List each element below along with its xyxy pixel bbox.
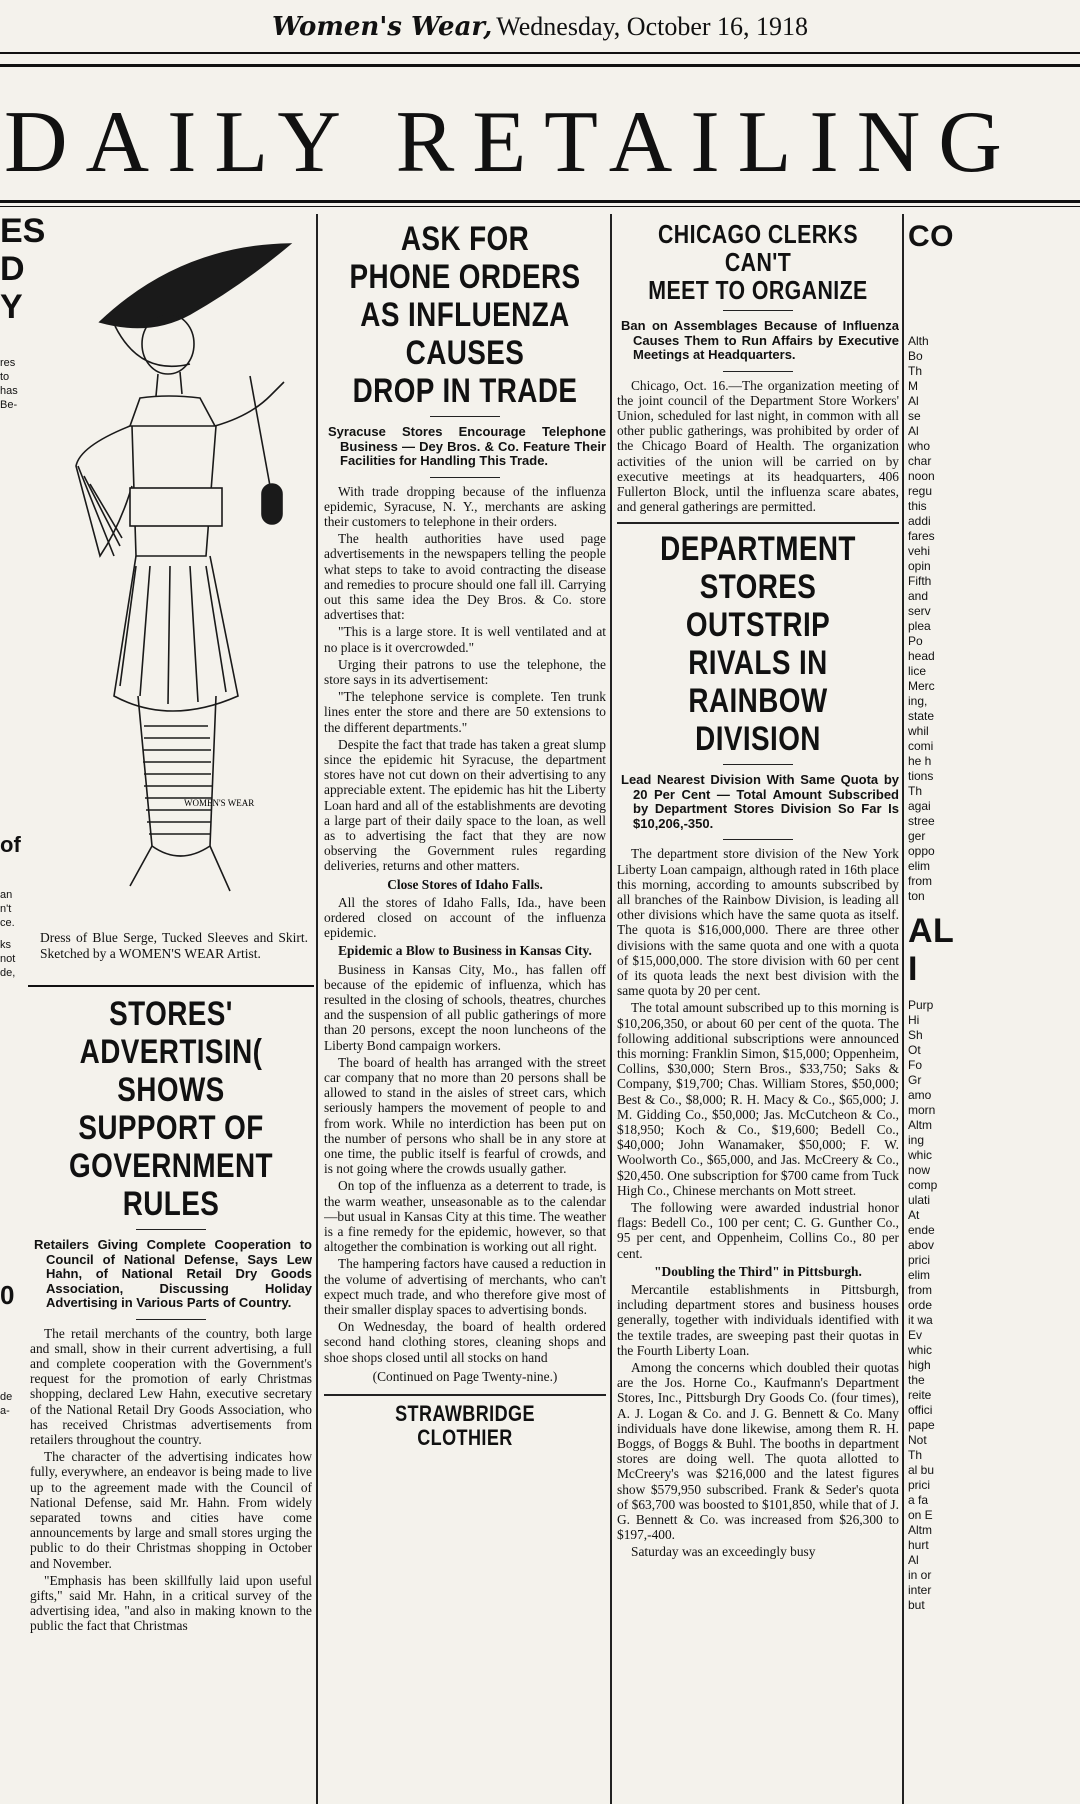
- edge-fragment: comp: [908, 1178, 938, 1192]
- paragraph: On Wednesday, the board of health ordered second hand clothing stores, cleaning shops and shoe shops closed until all stocks on hand: [324, 1319, 606, 1365]
- edge-fragment: an: [0, 889, 13, 901]
- edge-fragment: Al: [908, 1553, 919, 1567]
- headline-line: RAINBOW DIVISION: [688, 682, 828, 759]
- edge-fragment: Not: [908, 1433, 927, 1447]
- edge-fragment: ks: [0, 939, 11, 951]
- edge-fragment: amo: [908, 1088, 932, 1102]
- paragraph: With trade dropping because of the influenza epidemic, Syracuse, N. Y., merchants are asking their customers to telephone in their orders.: [324, 483, 606, 529]
- next-headline-fragment: STRAWBRIDGE CLOTHIER: [395, 1401, 535, 1451]
- headline-line: DROP IN TRADE: [352, 372, 578, 410]
- paragraph: Chicago, Oct. 16.—The organization meeting of the joint council of the Department Store Workers' Union, scheduled for last night, in common with all other public gatherings, was prohibited by order of the Chicago Board of Health. The organization activities of the union will be carried on by executive meetings at its headquarters, 406 Fullerton Block, until the influenza scare abates, and general gatherings are permitted.: [617, 377, 899, 515]
- edge-fragment: of: [0, 832, 21, 857]
- edge-fragment: Po: [908, 634, 923, 648]
- edge-fragment: Purp: [908, 998, 934, 1012]
- paragraph: All the stores of Idaho Falls, Ida., have been ordered closed on account of the influenza epidemic.: [324, 894, 606, 941]
- edge-fragment: Th: [908, 364, 923, 378]
- edge-fragment: Th: [908, 1448, 923, 1462]
- edge-fragment: morn: [908, 1103, 936, 1117]
- headline: [349, 220, 580, 410]
- headline: [55, 995, 286, 1223]
- edge-fragment: elim: [908, 859, 931, 873]
- edge-fragment: Al: [908, 394, 919, 408]
- edge-fragment: orde: [908, 1298, 933, 1312]
- edge-fragment: de: [0, 1391, 13, 1403]
- banner-rule-2: [0, 206, 1080, 207]
- paragraph: Urging their patrons to use the telephone, the store says in its advertisement:: [324, 656, 606, 687]
- left-edge-column: [0, 212, 46, 1418]
- short-rule: [723, 310, 793, 311]
- deck-chicago: Ban on Assemblages Because of Influenza Causes Them to Run Affairs by Executive Meetings at Headquarters.: [621, 318, 899, 362]
- edge-fragment: vehi: [908, 544, 931, 558]
- dress-sketch-illustration: [40, 226, 310, 916]
- edge-fragment: pape: [908, 1418, 935, 1432]
- edge-fragment: res: [0, 357, 16, 369]
- edge-fragment: noon: [908, 469, 935, 483]
- edge-fragment: Gr: [908, 1073, 922, 1087]
- headline-line: MEET TO ORGANIZE: [648, 275, 868, 305]
- edge-fragment: Be-: [0, 399, 18, 411]
- article-phone-orders: [324, 220, 606, 1804]
- edge-fragment: n't: [0, 903, 12, 915]
- edge-fragment: stree: [908, 814, 935, 828]
- edge-fragment: ulati: [908, 1193, 931, 1207]
- edge-fragment: whic: [908, 1343, 933, 1357]
- edge-fragment: Altm: [908, 1523, 932, 1537]
- headline-line: STORES' ADVERTISIN(: [79, 995, 263, 1071]
- edge-fragment: prici: [908, 1253, 931, 1267]
- deck: Syracuse Stores Encourage Telephone Business — Dey Bros. & Co. Feature Their Facilities for Handling This Trade.: [328, 424, 606, 468]
- headline-line: SHOWS SUPPORT OF: [78, 1071, 264, 1147]
- edge-fragment: state: [908, 709, 935, 723]
- edge-fragment: D: [0, 250, 25, 288]
- paragraph: The total amount subscribed up to this morning is $10,206,350, or about 60 per cent of the quota. The following additional subscriptions were announced this morning: Franklin Simon, $15,000; Oppenheim, Collins, $30,000; Stern Bros., $33,750; Saks & Company, $19,700; Chas. William Stores, $50,000; Best & Co., $8,000; R. H. Macy & Co., $65,000; J. M. Gidding Co., $50,000; Jas. McCutcheon & Co., $18,950; Koch & Co., $19,600; Bedell Co., $40,000; John Wanamaker, $50,000; F. W. Woolworth Co., $65,000, and Jas. McCreery & Co., $20,450. One subscription for $700 came from Tuck High Co., Chinese merchants on Mott street.: [617, 1000, 899, 1198]
- paragraph: "This is a large store. It is well ventilated and at no place is it overcrowded.": [324, 624, 606, 655]
- headline-line: GOVERNMENT RULES: [69, 1147, 273, 1223]
- headline-chicago: [642, 220, 873, 304]
- edge-headline: I: [908, 950, 918, 988]
- edge-fragment: head: [908, 649, 935, 663]
- masthead-title: Women's Wear,: [271, 12, 493, 42]
- short-rule: [136, 1319, 206, 1320]
- edge-fragment: Y: [0, 288, 23, 326]
- paragraph: Business in Kansas City, Mo., has fallen off because of the epidemic of influenza, which has resulted in the closing of schools, theatres, churches and the suspension of all public gatherings of more than 20 persons, except the noon luncheons of the Liberty Bond campaign workers.: [324, 961, 606, 1053]
- caption-rule: [28, 985, 314, 987]
- paragraph: The health authorities have used page advertisements in the newspapers telling the people what steps to take to avoid contracting the disease and remedies to procure should one fall ill. Carrying out this same idea the Dey Bros. & Co. store advertises that:: [324, 531, 606, 623]
- masthead-rule: [0, 52, 1080, 54]
- masthead-rule-2: [0, 64, 1080, 67]
- edge-fragment: now: [908, 1163, 931, 1177]
- edge-fragment: from: [908, 874, 932, 888]
- edge-fragment: who: [908, 439, 931, 453]
- column-divider: [316, 214, 318, 1804]
- edge-fragment: in or: [908, 1568, 932, 1582]
- edge-fragment: Altm: [908, 1118, 932, 1132]
- continued-note: (Continued on Page Twenty-nine.): [372, 1368, 558, 1384]
- edge-fragment: reite: [908, 1388, 932, 1402]
- paragraph: The following were awarded industrial honor flags: Bedell Co., 100 per cent; C. G. Gunther Co., 95 per cent, and Oppenheim, Collins Co., 80 per cent.: [617, 1200, 899, 1261]
- edge-fragment: whil: [908, 724, 929, 738]
- short-rule: [723, 371, 793, 372]
- paragraph: On top of the influenza as a deterrent to trade, is the warm weather, unseasonable as to the calendar—but usual in Kansas City at this time. The weather is a fine remedy for the epidemic, however, so that altogether the combination is working out all right.: [324, 1178, 606, 1255]
- edge-fragment: al bu: [908, 1463, 935, 1477]
- edge-fragment: offici: [908, 1403, 933, 1417]
- edge-fragment: Al: [908, 424, 919, 438]
- short-rule: [723, 839, 793, 840]
- edge-fragment: ce.: [0, 917, 15, 929]
- paragraph: Despite the fact that trade has taken a great slump since the epidemic hit Syracuse, the department stores have not cut down on their advertising to any appreciable extent. The epidemic has hit the Liberty Loan hard and all of the establishments are devoting a large part of their daily space to the loan, as well as to advertising the fact that they are now observing the Government rules regarding deliveries, returns and other matters.: [324, 736, 606, 874]
- edge-fragment: Th: [908, 784, 923, 798]
- headline-line: OUTSTRIP RIVALS IN: [685, 606, 831, 683]
- masthead-date: Wednesday, October 16, 1918: [496, 12, 809, 41]
- edge-fragment: has: [0, 385, 18, 397]
- article-rule: [324, 1394, 606, 1396]
- paragraph: "Emphasis has been skillfully laid upon useful gifts," said Mr. Hahn, in a critical survey of the advertising idea, "and also in making known to the public the fact that Christmas: [30, 1572, 312, 1634]
- edge-fragment: Hi: [908, 1013, 920, 1027]
- edge-fragment: ES: [0, 212, 46, 250]
- short-rule: [136, 1229, 206, 1230]
- edge-fragment: he h: [908, 754, 932, 768]
- right-edge-column: [908, 220, 1080, 1613]
- deck: Retailers Giving Complete Cooperation to Council of National Defense, Says Lew Hahn, of National Retail Dry Goods Association, Discussing Holiday Advertising in Various Parts of Country.: [34, 1237, 312, 1310]
- edge-fragment: abov: [908, 1238, 935, 1252]
- edge-fragments: [908, 334, 1080, 904]
- edge-fragment: ton: [908, 889, 925, 903]
- paragraph: Among the concerns which doubled their quotas are the Jos. Horne Co., Kaufmann's Department Stores, Inc., Pittsburgh Dry Goods Co. (four times), A. J. Logan & Co. and J. G. Bennett & Co. Many individuals have done likewise, among them R. H. Boggs, of Boggs & Buhl. The booths in department stores are doing well. The quota allotted to McCreery's was $216,000 and the latest figures show $579,950 subscribed. Frank & Seder's quota of $63,700 was boosted to $101,850, while that of J. G. Bennett & Co. was increased from $26,300 to $197,-400.: [617, 1360, 899, 1543]
- edge-fragment: ger: [908, 829, 926, 843]
- edge-fragment: Fifth: [908, 574, 932, 588]
- subhead-pittsburgh: "Doubling the Third" in Pittsburgh.: [654, 1263, 862, 1279]
- paragraph: The retail merchants of the country, both large and small, show in their current advertising, a full and complete cooperation with the Government's request for the promotion of early Christmas shopping, declared Lew Hahn, executive secretary of the National Retail Dry Goods Association, who has received Christmas advertisements from retailers throughout the country.: [30, 1325, 312, 1447]
- edge-fragment: ende: [908, 1223, 935, 1237]
- article-rule: [617, 522, 899, 524]
- edge-fragment: lice: [908, 664, 927, 678]
- edge-fragment: Fo: [908, 1058, 923, 1072]
- edge-fragment: not: [0, 953, 16, 965]
- subhead-idaho: Close Stores of Idaho Falls.: [387, 876, 543, 892]
- edge-fragment: Alth: [908, 334, 929, 348]
- headline-line: CHICAGO CLERKS CAN'T: [657, 220, 859, 277]
- edge-fragment: plea: [908, 619, 931, 633]
- headline-line: AS INFLUENZA CAUSES: [360, 296, 570, 372]
- short-rule: [430, 416, 500, 417]
- edge-fragment: Sh: [908, 1028, 923, 1042]
- edge-fragment: whic: [908, 1148, 933, 1162]
- paragraph: Mercantile establishments in Pittsburgh, including department stores and business houses generally, together with individuals identified with the textile trades, are sweeping past their quotas in the Fourth Liberty Loan.: [617, 1282, 899, 1358]
- edge-fragment: opin: [908, 559, 931, 573]
- edge-fragment: it wa: [908, 1313, 933, 1327]
- column-divider: [610, 214, 612, 1804]
- edge-fragment: Ev: [908, 1328, 923, 1342]
- edge-fragment: prici: [908, 1478, 931, 1492]
- edge-fragment: tions: [908, 769, 934, 783]
- banner-rule: [0, 200, 1080, 203]
- edge-fragment: high: [908, 1358, 931, 1372]
- edge-fragment: agai: [908, 799, 931, 813]
- edge-fragment: oppo: [908, 844, 935, 858]
- edge-fragment: from: [908, 1283, 932, 1297]
- edge-fragment: se: [908, 409, 921, 423]
- deck-rainbow: Lead Nearest Division With Same Quota by 20 Per Cent — Total Amount Subscribed by Department Stores Division So Far Is $10,206,-350.: [621, 772, 899, 831]
- paragraph: "The telephone service is complete. Ten trunk lines enter the store and there are 50 extensions to the different departments.": [324, 689, 606, 735]
- column-divider: [902, 214, 904, 1804]
- edge-fragment: but: [908, 1598, 925, 1612]
- edge-fragment: a fa: [908, 1493, 929, 1507]
- headline-rainbow: [642, 530, 873, 758]
- paragraph: The department store division of the New York Liberty Loan campaign, although rated in 16th place this morning, according to amounts subscribed by all branches of the Rainbow Division, is leading all other divisions which have the same quota as itself. The quota is $16,000,000. There are three other divisions with the same quota and one with a quota of $15,000,000. The store division with 60 per cent of its quota leads the next best division with the same quota by 20 per cent.: [617, 846, 899, 999]
- paragraph: The character of the advertising indicates how fully, everywhere, an endeavor is being made to live up to the agreement made with the Council of National Defense, said Mr. Hahn. From widely separated towns and cities have come announcements by large and small stores urging the public to do their Christmas shopping in October and November.: [30, 1449, 312, 1571]
- edge-fragment: a-: [0, 1405, 10, 1417]
- edge-fragment: inter: [908, 1583, 932, 1597]
- masthead: [0, 0, 1080, 54]
- headline-line: DEPARTMENT STORES: [660, 530, 856, 607]
- paragraph: The board of health has arranged with the street car company that no more than 20 persons shall be allowed to stand in the aisles of street cars, which seriously hampers the movement of people to and from work. While no interdiction has been put on the number of persons who shall be in any store at one time, the public itself is fearful of crowds, and is not going where the crowds usually gather.: [324, 1054, 606, 1177]
- edge-fragment: regu: [908, 484, 933, 498]
- edge-fragment: Ot: [908, 1043, 921, 1057]
- edge-fragment: on E: [908, 1508, 933, 1522]
- edge-fragment: M: [908, 379, 918, 393]
- subhead-kansas: Epidemic a Blow to Business in Kansas City.: [338, 943, 592, 959]
- edge-fragment: fares: [908, 529, 935, 543]
- edge-fragment: char: [908, 454, 932, 468]
- edge-fragment: addi: [908, 514, 931, 528]
- edge-fragment: ing: [908, 1133, 925, 1147]
- edge-fragment: hurt: [908, 1538, 929, 1552]
- edge-fragment: serv: [908, 604, 931, 618]
- edge-headline: CO: [908, 220, 954, 253]
- edge-fragment: 0: [0, 1280, 15, 1310]
- sketch-label: WOMEN'S WEAR: [184, 798, 255, 808]
- column-three: [617, 220, 899, 1804]
- edge-fragments: [908, 998, 1080, 1613]
- edge-headline: AL: [908, 912, 955, 950]
- edge-fragment: comi: [908, 739, 934, 753]
- section-banner: DAILY RETAILING: [4, 94, 1020, 191]
- edge-fragment: the: [908, 1373, 925, 1387]
- edge-fragment: elim: [908, 1268, 931, 1282]
- edge-fragment: At: [908, 1208, 920, 1222]
- paragraph: Saturday was an exceedingly busy: [631, 1544, 816, 1560]
- edge-fragment: this: [908, 499, 927, 513]
- edge-fragment: de,: [0, 967, 16, 979]
- headline-line: ASK FOR PHONE ORDERS: [349, 220, 581, 296]
- edge-fragment: ing,: [908, 694, 928, 708]
- edge-fragment: Bo: [908, 349, 923, 363]
- short-rule: [723, 764, 793, 765]
- article-stores-advertising: [30, 995, 312, 1804]
- short-rule: [430, 477, 500, 478]
- illustration-caption: Dress of Blue Serge, Tucked Sleeves and Skirt. Sketched by a WOMEN'S WEAR Artist.: [40, 930, 308, 961]
- edge-fragment: and: [908, 589, 929, 603]
- paragraph: The hampering factors have caused a reduction in the volume of advertising of merchants, who can't expect much trade, and who therefore give most of their smaller display spaces to advertising bonds.: [324, 1256, 606, 1318]
- edge-fragment: to: [0, 371, 10, 383]
- edge-fragment: Merc: [908, 679, 935, 693]
